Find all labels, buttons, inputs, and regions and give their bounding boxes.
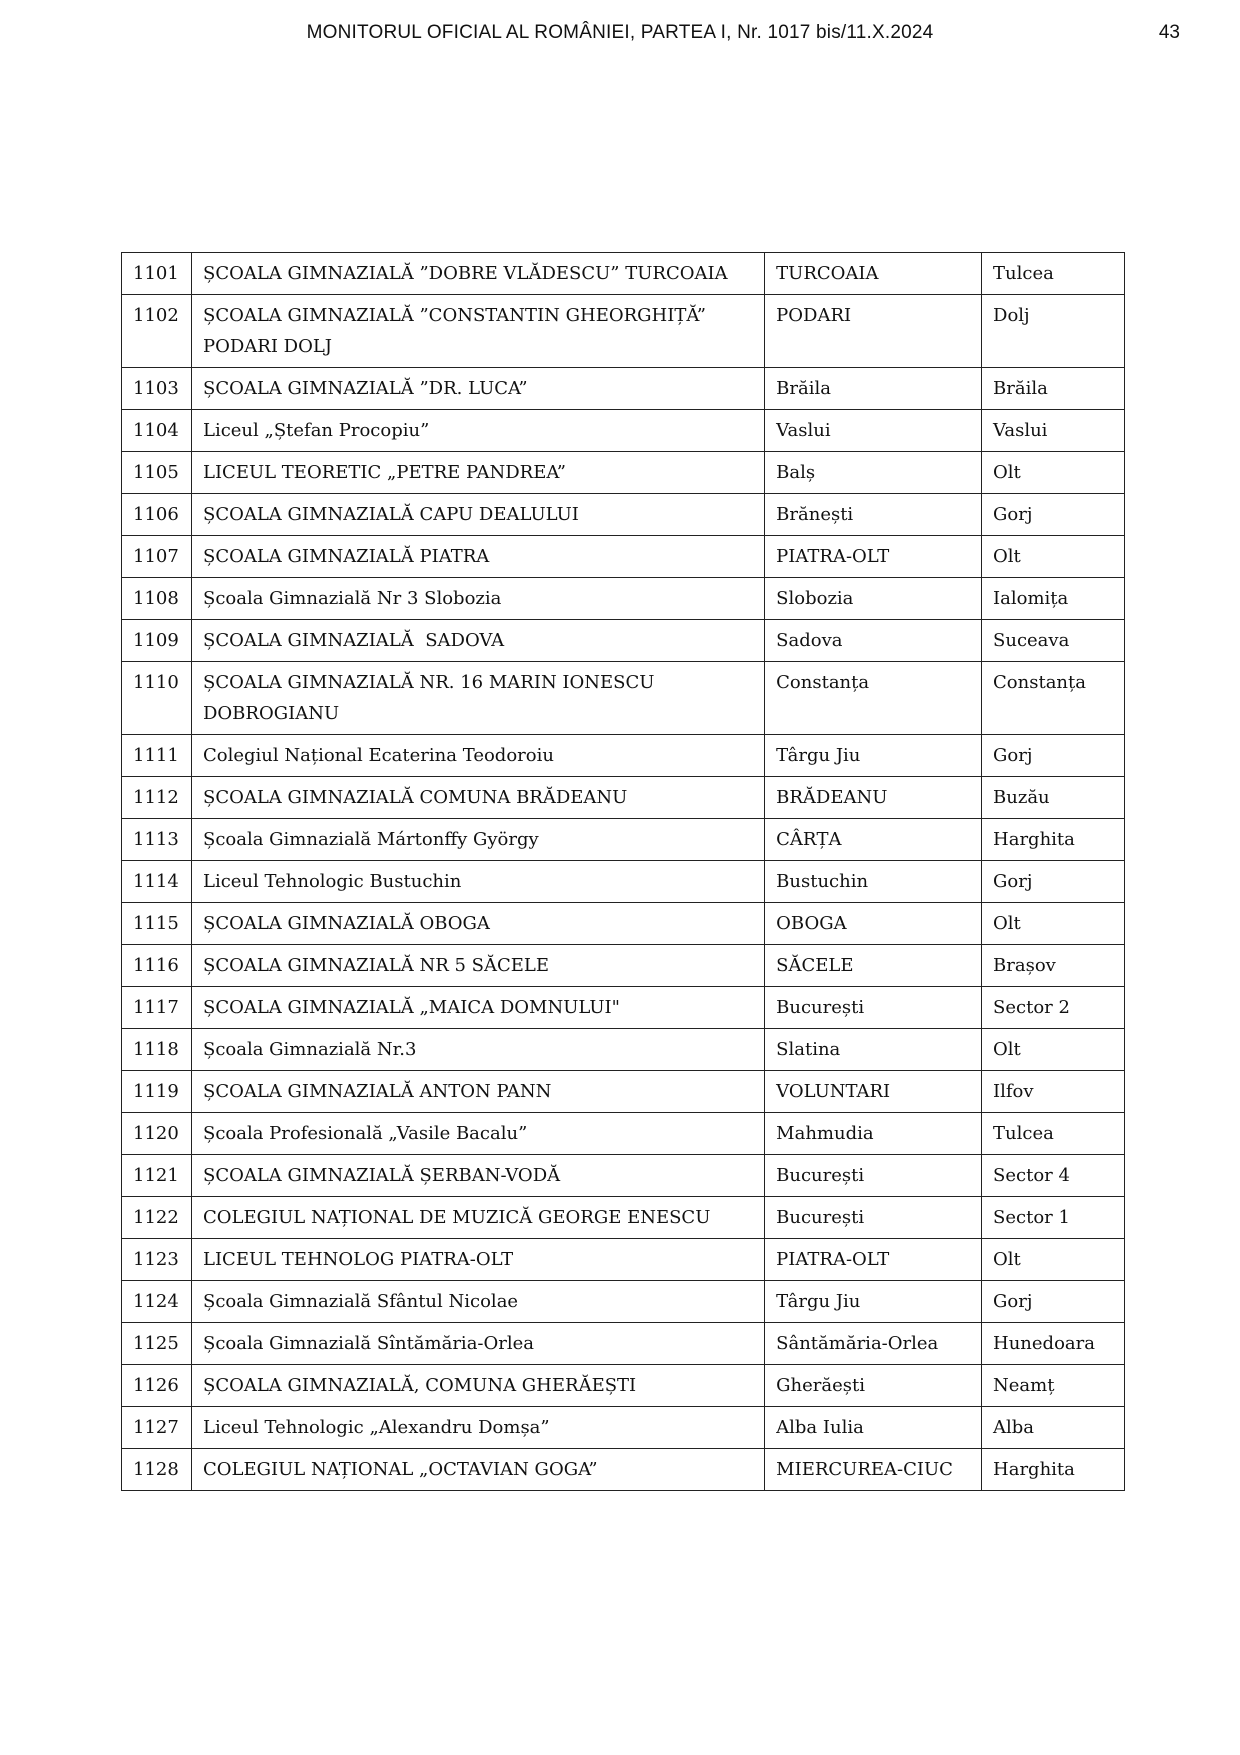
- row-number: 1122: [122, 1197, 192, 1239]
- locality: București: [765, 1155, 982, 1197]
- county: Gorj: [982, 1281, 1125, 1323]
- county: Sector 1: [982, 1197, 1125, 1239]
- locality: OBOGA: [765, 903, 982, 945]
- table-row: [122, 945, 1125, 987]
- county: Brăila: [982, 368, 1125, 410]
- school-name: LICEUL TEHNOLOG PIATRA-OLT: [191, 1239, 764, 1281]
- county: Sector 2: [982, 987, 1125, 1029]
- row-number: 1107: [122, 536, 192, 578]
- table-row: [122, 1407, 1125, 1449]
- table-row: [122, 777, 1125, 819]
- locality: Sadova: [765, 620, 982, 662]
- county: Gorj: [982, 494, 1125, 536]
- county: Tulcea: [982, 253, 1125, 295]
- locality: Târgu Jiu: [765, 1281, 982, 1323]
- table-row: [122, 368, 1125, 410]
- table-row: [122, 452, 1125, 494]
- county: Buzău: [982, 777, 1125, 819]
- locality: SĂCELE: [765, 945, 982, 987]
- county: Ilfov: [982, 1071, 1125, 1113]
- table-row: [122, 620, 1125, 662]
- school-name: Școala Profesională „Vasile Bacalu”: [191, 1113, 764, 1155]
- row-number: 1104: [122, 410, 192, 452]
- row-number: 1117: [122, 987, 192, 1029]
- row-number: 1101: [122, 253, 192, 295]
- table-row: [122, 1197, 1125, 1239]
- table-row: [122, 1071, 1125, 1113]
- school-name: Școala Gimnazială Nr.3: [191, 1029, 764, 1071]
- table-row: [122, 1029, 1125, 1071]
- row-number: 1111: [122, 735, 192, 777]
- school-name: ȘCOALA GIMNAZIALĂ, COMUNA GHERĂEȘTI: [191, 1365, 764, 1407]
- row-number: 1119: [122, 1071, 192, 1113]
- page-header-title: MONITORUL OFICIAL AL ROMÂNIEI, PARTEA I, Nr. 1017 bis/11.X.2024: [306, 22, 934, 43]
- school-name: ȘCOALA GIMNAZIALĂ ”CONSTANTIN GHEORGHIȚĂ” PODARI DOLJ: [191, 295, 764, 368]
- county: Olt: [982, 1029, 1125, 1071]
- table-row: [122, 1113, 1125, 1155]
- table-row: [122, 295, 1125, 368]
- school-name: ȘCOALA GIMNAZIALĂ ”DR. LUCA”: [191, 368, 764, 410]
- school-name: ȘCOALA GIMNAZIALĂ COMUNA BRĂDEANU: [191, 777, 764, 819]
- school-name: Școala Gimnazială Mártonffy György: [191, 819, 764, 861]
- locality: VOLUNTARI: [765, 1071, 982, 1113]
- school-name: COLEGIUL NAȚIONAL „OCTAVIAN GOGA”: [191, 1449, 764, 1491]
- county: Dolj: [982, 295, 1125, 368]
- county: Neamț: [982, 1365, 1125, 1407]
- county: Harghita: [982, 819, 1125, 861]
- county: Constanța: [982, 662, 1125, 735]
- school-name: ȘCOALA GIMNAZIALĂ NR. 16 MARIN IONESCU DOBROGIANU: [191, 662, 764, 735]
- row-number: 1120: [122, 1113, 192, 1155]
- school-name: ȘCOALA GIMNAZIALĂ OBOGA: [191, 903, 764, 945]
- row-number: 1125: [122, 1323, 192, 1365]
- table-row: [122, 1281, 1125, 1323]
- table-row: [122, 903, 1125, 945]
- row-number: 1105: [122, 452, 192, 494]
- row-number: 1106: [122, 494, 192, 536]
- table-row: [122, 253, 1125, 295]
- locality: Vaslui: [765, 410, 982, 452]
- row-number: 1127: [122, 1407, 192, 1449]
- school-name: ȘCOALA GIMNAZIALĂ ANTON PANN: [191, 1071, 764, 1113]
- locality: Brăila: [765, 368, 982, 410]
- school-name: Liceul Tehnologic Bustuchin: [191, 861, 764, 903]
- county: Alba: [982, 1407, 1125, 1449]
- table-row: [122, 410, 1125, 452]
- locality: PODARI: [765, 295, 982, 368]
- county: Olt: [982, 452, 1125, 494]
- row-number: 1110: [122, 662, 192, 735]
- school-name: ȘCOALA GIMNAZIALĂ ”DOBRE VLĂDESCU” TURCOAIA: [191, 253, 764, 295]
- row-number: 1121: [122, 1155, 192, 1197]
- locality: CÂRȚA: [765, 819, 982, 861]
- row-number: 1123: [122, 1239, 192, 1281]
- county: Brașov: [982, 945, 1125, 987]
- school-name: ȘCOALA GIMNAZIALĂ ȘERBAN-VODĂ: [191, 1155, 764, 1197]
- row-number: 1128: [122, 1449, 192, 1491]
- county: Sector 4: [982, 1155, 1125, 1197]
- locality: BRĂDEANU: [765, 777, 982, 819]
- table-row: [122, 735, 1125, 777]
- county: Suceava: [982, 620, 1125, 662]
- locality: Constanța: [765, 662, 982, 735]
- page-header: [0, 22, 1240, 52]
- school-name: LICEUL TEORETIC „PETRE PANDREA”: [191, 452, 764, 494]
- county: Hunedoara: [982, 1323, 1125, 1365]
- locality: București: [765, 1197, 982, 1239]
- school-name: Colegiul Național Ecaterina Teodoroiu: [191, 735, 764, 777]
- table-row: [122, 987, 1125, 1029]
- row-number: 1115: [122, 903, 192, 945]
- row-number: 1124: [122, 1281, 192, 1323]
- locality: Mahmudia: [765, 1113, 982, 1155]
- row-number: 1103: [122, 368, 192, 410]
- county: Gorj: [982, 861, 1125, 903]
- row-number: 1118: [122, 1029, 192, 1071]
- school-name: COLEGIUL NAȚIONAL DE MUZICĂ GEORGE ENESCU: [191, 1197, 764, 1239]
- locality: Alba Iulia: [765, 1407, 982, 1449]
- locality: Brănești: [765, 494, 982, 536]
- table-row: [122, 1323, 1125, 1365]
- locality: PIATRA-OLT: [765, 536, 982, 578]
- locality: Gherăești: [765, 1365, 982, 1407]
- row-number: 1108: [122, 578, 192, 620]
- row-number: 1114: [122, 861, 192, 903]
- school-name: ȘCOALA GIMNAZIALĂ PIATRA: [191, 536, 764, 578]
- locality: MIERCUREA-CIUC: [765, 1449, 982, 1491]
- locality: Bustuchin: [765, 861, 982, 903]
- school-name: Liceul Tehnologic „Alexandru Domșa”: [191, 1407, 764, 1449]
- table-row: [122, 1155, 1125, 1197]
- county: Vaslui: [982, 410, 1125, 452]
- school-name: Școala Gimnazială Sfântul Nicolae: [191, 1281, 764, 1323]
- page-number: 43: [1158, 22, 1180, 43]
- locality: Târgu Jiu: [765, 735, 982, 777]
- row-number: 1116: [122, 945, 192, 987]
- schools-table-body: [122, 253, 1125, 1491]
- table-row: [122, 1449, 1125, 1491]
- table-row: [122, 1365, 1125, 1407]
- locality: PIATRA-OLT: [765, 1239, 982, 1281]
- table-row: [122, 494, 1125, 536]
- county: Olt: [982, 1239, 1125, 1281]
- locality: Slatina: [765, 1029, 982, 1071]
- school-name: ȘCOALA GIMNAZIALĂ CAPU DEALULUI: [191, 494, 764, 536]
- locality: București: [765, 987, 982, 1029]
- locality: Slobozia: [765, 578, 982, 620]
- row-number: 1109: [122, 620, 192, 662]
- school-name: Liceul „Ștefan Procopiu”: [191, 410, 764, 452]
- locality: Balș: [765, 452, 982, 494]
- school-name: ȘCOALA GIMNAZIALĂ NR 5 SĂCELE: [191, 945, 764, 987]
- county: Ialomița: [982, 578, 1125, 620]
- row-number: 1112: [122, 777, 192, 819]
- county: Harghita: [982, 1449, 1125, 1491]
- locality: TURCOAIA: [765, 253, 982, 295]
- schools-table: [121, 252, 1125, 1491]
- row-number: 1102: [122, 295, 192, 368]
- school-name: Școala Gimnazială Sîntămăria-Orlea: [191, 1323, 764, 1365]
- table-row: [122, 578, 1125, 620]
- table-row: [122, 861, 1125, 903]
- row-number: 1113: [122, 819, 192, 861]
- table-row: [122, 1239, 1125, 1281]
- county: Tulcea: [982, 1113, 1125, 1155]
- table-row: [122, 819, 1125, 861]
- row-number: 1126: [122, 1365, 192, 1407]
- school-name: ȘCOALA GIMNAZIALĂ „MAICA DOMNULUI": [191, 987, 764, 1029]
- locality: Sântămăria-Orlea: [765, 1323, 982, 1365]
- table-row: [122, 662, 1125, 735]
- county: Olt: [982, 903, 1125, 945]
- table-row: [122, 536, 1125, 578]
- county: Gorj: [982, 735, 1125, 777]
- county: Olt: [982, 536, 1125, 578]
- school-name: Școala Gimnazială Nr 3 Slobozia: [191, 578, 764, 620]
- school-name: ȘCOALA GIMNAZIALĂ SADOVA: [191, 620, 764, 662]
